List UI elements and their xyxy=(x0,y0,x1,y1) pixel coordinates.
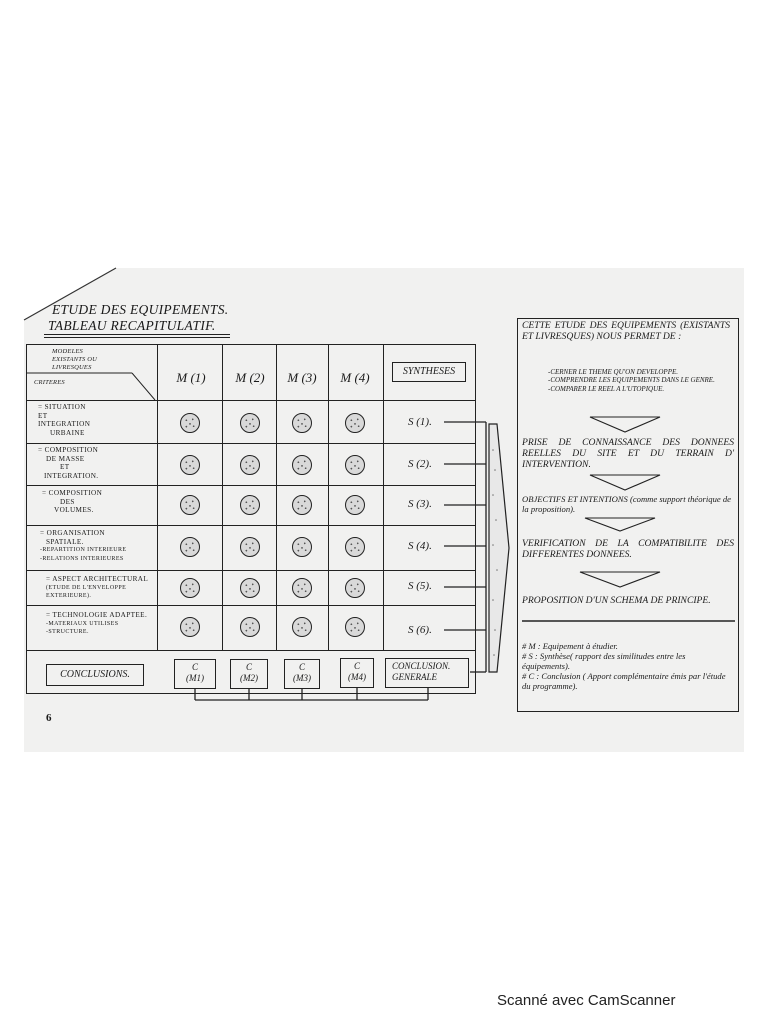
criteria-row-3: = COMPOSITION DES VOLUMES. xyxy=(42,489,103,515)
column-header-m1: M (1) xyxy=(176,370,206,385)
general-conclusion: CONCLUSION. GENERALE xyxy=(385,658,469,688)
panel-step-2: OBJECTIFS ET INTENTIONS (comme support théorique de la proposition). xyxy=(522,494,731,514)
synthesis-label-1: S (1). xyxy=(408,416,432,428)
synthesis-label-5: S (5). xyxy=(408,580,432,592)
conclusion-m3: C (M3) xyxy=(284,659,320,689)
column-header-m3: M (3) xyxy=(287,370,317,385)
conclusion-m4: C (M4) xyxy=(340,658,374,688)
corner-header-models: MODELES EXISTANTS OU LIVRESQUES xyxy=(52,348,98,371)
criteria-row-1: = SITUATION ET INTEGRATION URBAINE xyxy=(38,403,91,437)
criteria-row-5: = ASPECT ARCHITECTURAL (ETUDE DE L'ENVELOPPE EXTERIEURE). xyxy=(46,575,149,600)
conclusions-label: CONCLUSIONS. xyxy=(46,664,144,686)
synthesis-label-4: S (4). xyxy=(408,540,432,552)
syntheses-header: SYNTHESES xyxy=(392,362,466,382)
camscanner-footer: Scanné avec CamScanner xyxy=(497,992,676,1009)
corner-header-criteria: CRITERES xyxy=(34,379,65,386)
criteria-row-2: = COMPOSITION DE MASSE ET INTEGRATION. xyxy=(38,446,99,480)
synthesis-label-6: S (6). xyxy=(408,624,432,636)
panel-step-4: PROPOSITION D'UN SCHEMA DE PRINCIPE. xyxy=(522,595,711,606)
criteria-row-6: = TECHNOLOGIE ADAPTEE. -MATERIAUX UTILISES -STRUCTURE. xyxy=(46,611,148,636)
panel-bullets: -CERNER LE THEME QU'ON DEVELOPPE. -COMPRENDRE LES EQUIPEMENTS DANS LE GENRE. -COMPARER LE REEL A L'UTOPIQUE. xyxy=(548,368,715,393)
synthesis-label-3: S (3). xyxy=(408,498,432,510)
conclusion-m1: C (M1) xyxy=(174,659,216,689)
panel-notes: # M : Equipement à étudier. # S : Synthèse( rapport des similitudes entre les équipements). # C : Conclusion ( Apport complémentaire émis par l'étude du programme). xyxy=(522,641,726,691)
title-line-2: TABLEAU RECAPITULATIF. xyxy=(48,318,216,333)
column-header-m4: M (4) xyxy=(340,370,370,385)
synthesis-label-2: S (2). xyxy=(408,458,432,470)
page-number: 6 xyxy=(46,712,52,724)
panel-step-1: PRISE DE CONNAISSANCE DES DONNEES REELLES DU SITE ET DU TERRAIN D' INTERVENTION. xyxy=(522,437,734,470)
column-header-m2: M (2) xyxy=(235,370,265,385)
panel-intro: CETTE ETUDE DES EQUIPEMENTS (EXISTANTS ET LIVRESQUES) NOUS PERMET DE : xyxy=(522,320,730,342)
conclusion-m2: C (M2) xyxy=(230,659,268,689)
criteria-row-4: = ORGANISATION SPATIALE. -REPARTITION INTERIEURE -RELATIONS INTERIEURES xyxy=(40,529,127,562)
title-line-1: ETUDE DES EQUIPEMENTS. xyxy=(52,302,229,317)
panel-step-3: VERIFICATION DE LA COMPATIBILITE DES DIFFERENTES DONNEES. xyxy=(522,538,734,560)
